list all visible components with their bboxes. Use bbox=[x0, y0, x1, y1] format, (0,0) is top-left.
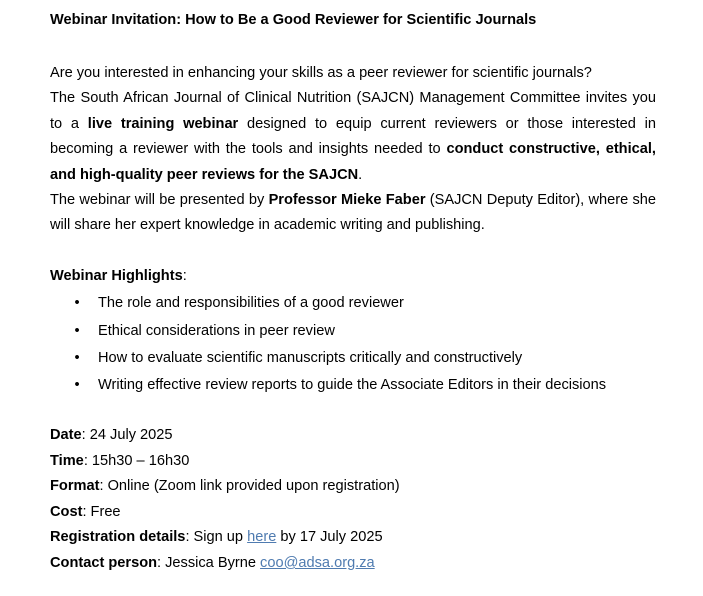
list-item-text: How to evaluate scientific manuscripts critically and constructively bbox=[98, 349, 523, 366]
contact-label: Contact person bbox=[50, 554, 158, 571]
cost-label: Cost bbox=[50, 503, 83, 520]
bullet-icon: • bbox=[74, 295, 80, 312]
list-item bbox=[50, 290, 656, 317]
document-page bbox=[50, 10, 656, 576]
list-item-text: The role and responsibilities of a good reviewer bbox=[98, 295, 404, 312]
highlights-heading-label: Webinar Highlights bbox=[50, 267, 183, 284]
list-item bbox=[50, 345, 656, 372]
time-label: Time bbox=[50, 452, 84, 469]
registration-row bbox=[50, 525, 656, 551]
highlights-list bbox=[50, 290, 656, 399]
bullet-icon: • bbox=[74, 349, 80, 366]
page-title: Webinar Invitation: How to Be a Good Reviewer for Scientific Journals bbox=[50, 12, 537, 28]
time-value: : 15h30 – 16h30 bbox=[83, 452, 190, 469]
format-label: Format bbox=[50, 478, 100, 495]
intro-section bbox=[50, 61, 656, 239]
time-row bbox=[50, 449, 656, 475]
contact-email-link[interactable]: coo@adsa.org.za bbox=[260, 554, 375, 571]
bullet-icon: • bbox=[74, 322, 80, 339]
cost-row bbox=[50, 500, 656, 526]
peer-review-goal-emphasis: conduct constructive, ethical, and high-quality peer reviews for the SAJCN bbox=[50, 141, 656, 183]
presenter-text: The webinar will be presented by bbox=[50, 192, 269, 209]
registration-deadline: by 17 July 2025 bbox=[276, 529, 383, 546]
live-training-webinar-emphasis: live training webinar bbox=[87, 115, 239, 132]
presenter-text-2: (SAJCN Deputy Editor), where she will share her expert knowledge in academic writing and publishing. bbox=[50, 192, 657, 234]
highlights-heading bbox=[50, 264, 656, 289]
list-item bbox=[50, 372, 656, 399]
contact-row bbox=[50, 551, 656, 577]
intro-question: Are you interested in enhancing your skills as a peer reviewer for scientific journals? bbox=[50, 65, 592, 81]
presenter-paragraph bbox=[50, 188, 656, 239]
list-item-text: Ethical considerations in peer review bbox=[98, 322, 335, 339]
registration-link[interactable]: here bbox=[247, 529, 277, 546]
event-details bbox=[50, 423, 656, 576]
list-item bbox=[50, 318, 656, 345]
list-item-text: Writing effective review reports to guide the Associate Editors in their decisions bbox=[98, 377, 607, 394]
registration-label: Registration details bbox=[50, 529, 186, 546]
highlights-heading-colon: : bbox=[182, 267, 187, 284]
intro-invitation-paragraph bbox=[50, 86, 656, 188]
intro-invitation-end: . bbox=[358, 166, 363, 183]
intro-invitation-text-2: designed to equip current reviewers or those interested in becoming a reviewer with the tools and insights needed to bbox=[50, 115, 656, 158]
registration-prefix: : Sign up bbox=[185, 529, 248, 546]
contact-name: : Jessica Byrne bbox=[157, 554, 261, 571]
format-row bbox=[50, 474, 656, 500]
date-row bbox=[50, 423, 656, 449]
intro-invitation-text: The South African Journal of Clinical Nutrition (SAJCN) Management Committee invites you to a bbox=[50, 90, 656, 132]
format-value: : Online (Zoom link provided upon registration) bbox=[99, 478, 400, 495]
date-value: : 24 July 2025 bbox=[81, 427, 173, 444]
presenter-name: Professor Mieke Faber bbox=[268, 192, 426, 209]
date-label: Date bbox=[50, 427, 82, 444]
bullet-icon: • bbox=[74, 377, 80, 394]
cost-value: : Free bbox=[82, 503, 121, 520]
